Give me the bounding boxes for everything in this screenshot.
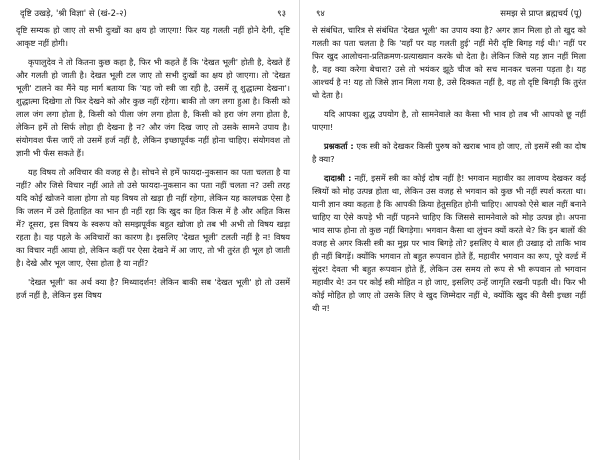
right-page-number: ९४ — [316, 9, 325, 19]
paragraph — [312, 24, 586, 102]
left-page-header — [16, 8, 290, 20]
paragraph: कृपालुदेव ने तो कितना कुछ कहा है, फिर भी कहते हैं कि 'देखत भूली' होती है, देखते हैं और गलती हो जाती है। देखत भूली टल जाए तो सभी दुःखों का क्षय हो जाएगा। तो 'देखत भूली' टालने का मैंने यह मार्ग बताया कि 'यह जो स्त्री जा रही है, उसमें तू शुद्धात्मा देखना'। शुद्धात्मा दिखेगा तो फिर देखने को और कुछ नहीं रहेगा। बाकी तो जग लगा हुआ है। किसी को लाल जंग लगा होता है, किसी को पीला जंग लगा होता है, किसी को हरा जंग लगा होता है, लेकिन हमें तो सिर्फ लोहा ही देखना है न? और जंग दिख जाए तो उसके सामने उपाय है। संयोगवश फँस जाएँ तो उसमें हर्ज नहीं है, लेकिन इच्छापूर्वक नहीं होना चाहिए। संयोगवश तो ज्ञानी भी फँस सकते हैं। — [16, 57, 290, 158]
left-page-body — [16, 24, 290, 302]
paragraph: यह विषय तो अविचार की वजह से है। सोचने से हमें फायदा-नुकसान का पता चलता है या नहीं? और जिसे विचार नहीं आते तो उसे फायदा-नुकसान का पता नहीं चलता न? उसी तरह यदि कोई खोजने वाला होगा तो यह विषय तो खड़ा ही नहीं रहेगा, लेकिन यह कालचक्र ऐसा है कि जलन में उसे हिताहित का भान ही नहीं रहा कि खुद का हित किस में है और अहित किस में? दूसरा, इस विषय के स्वरूप को समझपूर्वक बहुत खोजा हो तब भी अभी तो विषय खड़ा रहता है। यह पहले के अविचारों का कारण है। इसलिए 'देखत भूली' टलती नहीं है न! विषय का विचार नहीं आया हो, लेकिन कहीं पर ऐसा देखने में आ जाए, तो भी तुरंत ही भूल हो जाती है। देखे और भूल जाए, ऐसा होता है या नहीं? — [16, 167, 290, 268]
right-running-head: समझ से प्राप्त ब्रह्मचर्य (पू) — [500, 9, 582, 19]
paragraph — [312, 108, 586, 134]
dialogue-text: नहीं, इसमें स्त्री का कोई दोष नहीं है! भगवान महावीर का लावण्य देखकर कई स्त्रियों को मोह उत्पन्न होता था, लेकिन उस वजह से भगवान को कुछ भी नहीं स्पर्श करता था। यानी ज्ञान क्या कहता है कि आपकी क्रिया हेतुसहित होनी चाहिए। आपको ऐसे बाल नहीं बनाने चाहिए या ऐसे कपड़े भी नहीं पहनने चाहिए कि जिससे सामनेवाले को मोह उत्पन्न हो। अपना भाव साफ होना तो कुछ नहीं बिगड़ेगा। भगवान कैसा था लुंचन क्यों करते थे? कि इन बालों की वजह से अगर किसी स्त्री का मुझ पर भाव बिगड़े तो? इसलिए ये बाल ही उखाड़ दो ताकि भाव ही नहीं बिगड़ें। क्योंकि भगवान तो बहुत रूपवान होते हैं, महावीर भगवान का रूप, पूरे वर्ल्ड में सुंदर! देवता भी बहुत रूपवान होते हैं, लेकिन उस समय तो रूप से भी रूपवान तो भगवान महावीर थे! उन पर कोई स्त्री मोहित न हो जाए, इसलिए उन्हें जागृति रखनी पड़ती थी। फिर भी कोई मोहित हो जाए तो उसके लिए वे खुद जिम्मेदार नहीं थे, क्योंकि खुद की वैसी इच्छा नहीं थी न! — [312, 173, 586, 313]
right-page-body — [312, 24, 586, 315]
right-page-header — [312, 8, 586, 20]
paragraph-text: से संबंधित, चारित्र से संबंधित 'देखत भूली' का उपाय क्या है? अगर ज्ञान मिला हो तो खुद को गलती का पता चलता है कि 'यहाँ पर यह गलती हुई' नहीं मेरी दृष्टि बिगड़ गई थी।' नहीं पर फिर खुद आलोचना-प्रतिक्रमण-प्रत्याख्यान करके धो देता है। लेकिन जिसे यह ज्ञान नहीं मिला है, वह क्या करेगा बेचारा? उसे तो भयंकर झूठे चीज को सच मानकर चलना पड़ता है। यह आश्चर्य है न! यह तो जिसे ज्ञान मिला गया है, उसे दिक्कत नहीं है, वह तो दृष्टि बिगड़ी कि तुरंत धो देता है। — [312, 25, 586, 100]
speaker-label: दादाश्री : — [324, 173, 352, 183]
speaker-label: प्रश्नकर्ता : — [324, 141, 354, 151]
paragraph-text: यदि आपका शुद्ध उपयोग है, तो सामनेवाले का कैसा भी भाव हो तब भी आपको छू नहीं पाएगा! — [312, 109, 586, 132]
dialogue-question — [312, 140, 586, 166]
dialogue-answer — [312, 172, 586, 315]
dialogue-text: एक स्त्री को देखकर किसी पुरुष को खराब भाव हो जाए, तो इसमें स्त्री का दोष है क्या? — [312, 141, 587, 164]
left-running-head: दृष्टि उखड़े, 'श्री विज्ञा' से (खं-2-२) — [20, 9, 127, 19]
right-page — [300, 0, 600, 460]
left-page-number: ९३ — [277, 9, 286, 19]
paragraph: दृष्टि सम्यक हो जाए तो सभी दुःखों का क्षय हो जाएगा! फिर यह गलती नहीं होने देगी, दृष्टि आकृष्ट नहीं होगी। — [16, 25, 290, 48]
paragraph: 'देखत भूली' का अर्थ क्या है? मिथ्यादर्शन! लेकिन बाकी सब 'देखत भूली' हो तो उसमें हर्ज नहीं है, लेकिन इस विषय — [16, 277, 290, 300]
